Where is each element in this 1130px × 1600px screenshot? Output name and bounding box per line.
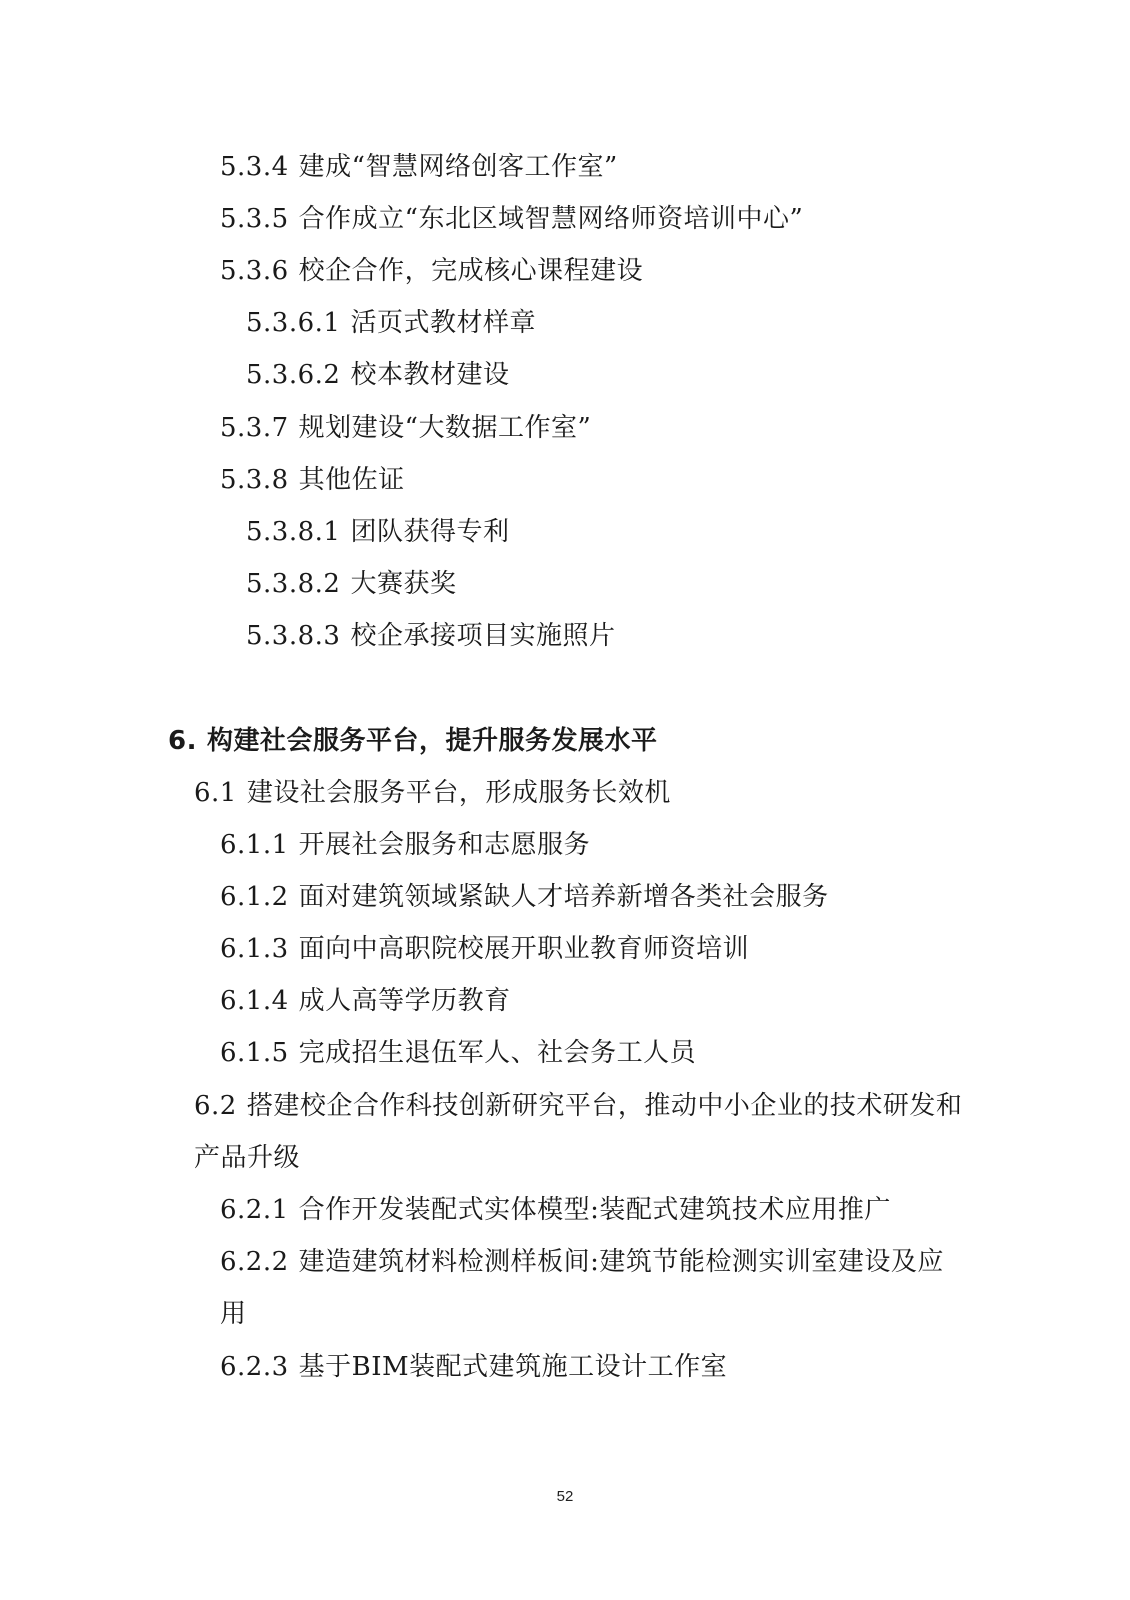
outline-number: 6.1.1 [220, 830, 289, 860]
outline-number: 5.3.7 [220, 413, 289, 443]
outline-item-6-2-2 [220, 1245, 944, 1279]
outline-number: 6.1.3 [220, 934, 289, 964]
outline-item-6-1-5 [220, 1036, 696, 1070]
outline-text: 合作成立“东北区域智慧网络师资培训中心” [298, 204, 804, 234]
outline-item-5-3-5 [220, 202, 803, 236]
outline-item-6-1-2 [220, 880, 829, 914]
outline-item-5-3-8-3 [246, 619, 615, 653]
outline-number: 6.1 [194, 778, 237, 808]
outline-item-5-3-8-2 [246, 567, 456, 601]
outline-text: 团队获得专利 [350, 517, 510, 547]
outline-number: 6.1.5 [220, 1038, 289, 1068]
outline-text: 完成招生退伍军人、社会务工人员 [298, 1038, 697, 1068]
outline-number: 5.3.4 [220, 152, 289, 182]
outline-item-5-3-4 [220, 150, 618, 184]
outline-item-6-2-2-continued [220, 1297, 247, 1331]
outline-item-6-2-3 [220, 1350, 727, 1384]
outline-item-6-2 [194, 1089, 962, 1123]
outline-number: 6.1.4 [220, 986, 289, 1016]
outline-number: 5.3.8.1 [246, 517, 341, 547]
outline-item-6-1 [194, 776, 671, 810]
outline-text: 成人高等学历教育 [298, 986, 511, 1016]
outline-text: 大赛获奖 [350, 569, 457, 599]
outline-text: 面向中高职院校展开职业教育师资培训 [298, 934, 750, 964]
outline-number: 6.2 [194, 1091, 237, 1121]
outline-number: 5.3.6 [220, 256, 289, 286]
outline-text: 面对建筑领域紧缺人才培养新增各类社会服务 [298, 882, 829, 912]
page-number: 52 [556, 1488, 574, 1505]
section-number: 6. [168, 726, 197, 756]
outline-item-5-3-6-2 [246, 358, 509, 392]
outline-item-5-3-6-1 [246, 306, 536, 340]
outline-text: 规划建设“大数据工作室” [298, 413, 592, 443]
outline-item-6-1-3 [220, 932, 749, 966]
outline-item-5-3-8 [220, 463, 405, 497]
outline-item-6-1-4 [220, 984, 511, 1018]
outline-number: 5.3.8 [220, 465, 289, 495]
outline-text: 用 [220, 1299, 247, 1329]
outline-number: 5.3.8.3 [246, 621, 341, 651]
outline-text: 搭建校企合作科技创新研究平台，推动中小企业的技术研发和 [246, 1091, 963, 1121]
outline-item-6-2-continued [194, 1141, 300, 1175]
outline-text: 活页式教材样章 [350, 308, 536, 338]
outline-text: 建成“智慧网络创客工作室” [298, 152, 618, 182]
outline-item-5-3-7 [220, 411, 591, 445]
outline-item-6-2-1 [220, 1193, 891, 1227]
outline-number: 6.2.3 [220, 1352, 289, 1382]
outline-item-6-1-1 [220, 828, 590, 862]
outline-text: 校企承接项目实施照片 [350, 621, 616, 651]
outline-text: 其他佐证 [298, 465, 405, 495]
outline-number: 6.1.2 [220, 882, 289, 912]
outline-number: 6.2.1 [220, 1195, 289, 1225]
outline-text: 建设社会服务平台，形成服务长效机 [246, 778, 671, 808]
section-heading-6 [168, 724, 657, 758]
outline-text: 校本教材建设 [350, 360, 510, 390]
outline-text: 建造建筑材料检测样板间:建筑节能检测实训室建设及应 [298, 1247, 944, 1277]
outline-number: 5.3.6.1 [246, 308, 341, 338]
outline-text: 校企合作，完成核心课程建设 [298, 256, 644, 286]
outline-number: 5.3.8.2 [246, 569, 341, 599]
outline-text: 基于BIM装配式建筑施工设计工作室 [298, 1352, 728, 1382]
section-title: 构建社会服务平台，提升服务发展水平 [206, 726, 658, 756]
outline-number: 6.2.2 [220, 1247, 289, 1277]
outline-text: 合作开发装配式实体模型:装配式建筑技术应用推广 [298, 1195, 891, 1225]
outline-item-5-3-8-1 [246, 515, 509, 549]
outline-number: 5.3.5 [220, 204, 289, 234]
outline-item-5-3-6 [220, 254, 643, 288]
outline-number: 5.3.6.2 [246, 360, 341, 390]
outline-text: 产品升级 [194, 1143, 301, 1173]
outline-text: 开展社会服务和志愿服务 [298, 830, 591, 860]
